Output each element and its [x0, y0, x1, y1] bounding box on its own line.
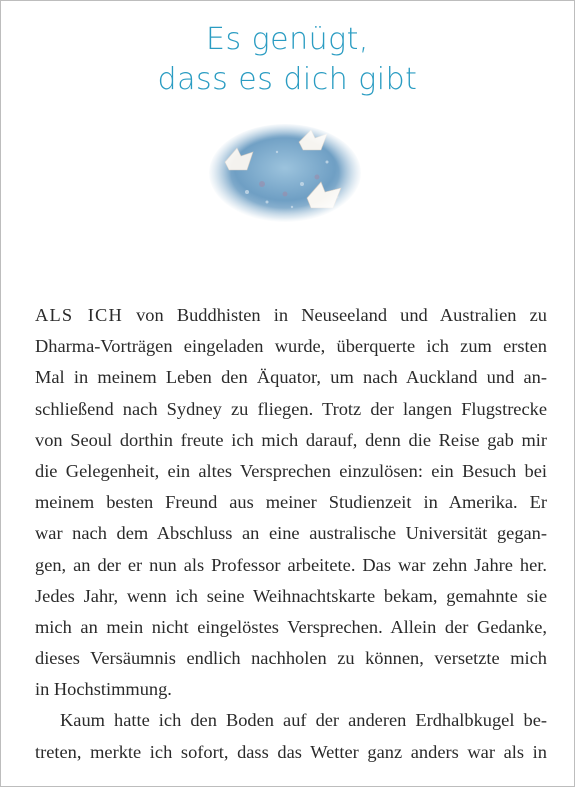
body-line-4: schließend nach Sydney zu fliegen. Trotz der langen Flugstrecke — [35, 398, 547, 419]
body-line-1-text: von Buddhisten in Neuseeland und Australien zu — [122, 305, 547, 325]
chapter-title-line-2: dass es dich gibt — [157, 62, 418, 97]
body-line-9: gen, an der er nun als Professor arbeitete. Das war zehn Jahre her. — [35, 554, 547, 575]
chapter-title-line-1: Es genügt, — [206, 22, 369, 57]
lead-in-small-caps: ALS ICH — [35, 305, 123, 325]
body-line-11: mich an mein nicht eingelöstes Versprechen. Allein der Gedanke, — [35, 616, 547, 637]
body-line-1 — [35, 300, 547, 331]
body-line-7: meinem besten Freund aus meiner Studienzeit in Amerika. Er — [35, 492, 547, 513]
body-line-3: Mal in meinem Leben den Äquator, um nach Auckland und an- — [35, 367, 547, 388]
paper-boats-illustration — [207, 122, 363, 224]
body-line-5: von Seoul dorthin freute ich mich darauf, denn die Reise gab mir — [35, 429, 547, 450]
chapter-title — [0, 20, 575, 100]
body-line-15: treten, merkte ich sofort, dass das Wetter ganz anders war als in — [35, 741, 547, 762]
body-line-2: Dharma-Vorträgen eingeladen wurde, überquerte ich zum ersten — [35, 336, 547, 357]
body-line-8: war nach dem Abschluss an eine australische Universität gegan- — [35, 523, 547, 544]
body-line-12: dieses Versäumnis endlich nachholen zu können, versetzte mich — [35, 648, 547, 669]
body-line-14: Kaum hatte ich den Boden auf der anderen Erdhalbkugel be- — [60, 710, 547, 731]
body-line-6: die Gelegenheit, ein altes Versprechen einzulösen: ein Besuch bei — [35, 460, 547, 481]
body-line-10: Jedes Jahr, wenn ich seine Weihnachtskarte bekam, gemahnte sie — [35, 585, 547, 606]
body-text — [35, 300, 547, 768]
body-line-13: in Hochstimmung. — [35, 679, 172, 700]
